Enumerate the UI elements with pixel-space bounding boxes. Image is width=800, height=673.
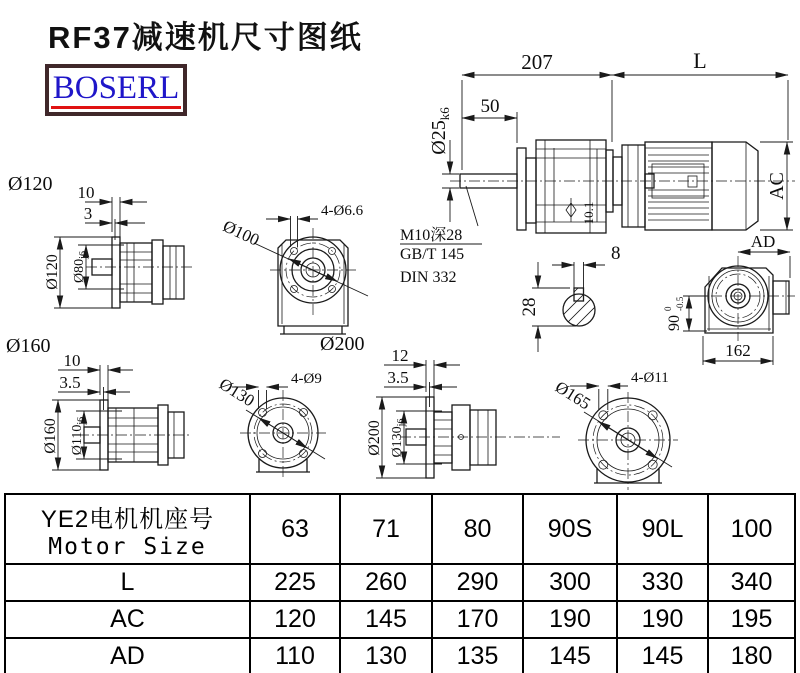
col-header-71: 71 xyxy=(340,494,432,564)
row-label-AC: AC xyxy=(5,601,250,638)
dim-50: 50 xyxy=(480,96,500,117)
dim-flange-od-200: Ø200 xyxy=(366,420,383,456)
col-header-63: 63 xyxy=(250,494,340,564)
header-cn: YE2电机机座号 xyxy=(40,505,215,533)
dim-bolt-circle-130: Ø130 xyxy=(215,374,258,411)
thread-note-1: M10深28 xyxy=(400,227,463,244)
cell-AC-1: 145 xyxy=(340,601,432,638)
dim-shaft-diameter: $Ø25_{k6}$ xyxy=(428,107,452,155)
table-header-motor-size xyxy=(5,494,250,564)
col-header-100: 100 xyxy=(708,494,795,564)
cell-L-0: 225 xyxy=(250,564,340,601)
table-row-AC xyxy=(5,601,795,638)
dim-offset-10: 10 xyxy=(77,183,95,202)
flange-120-view xyxy=(8,173,192,308)
cell-AD-0: 110 xyxy=(250,638,340,673)
dim-AD: AD xyxy=(750,232,776,251)
bolt-circle-165-view xyxy=(552,370,678,490)
dim-offset-10b: 10 xyxy=(63,351,81,370)
shaft-key-section xyxy=(519,243,621,352)
table-row-L xyxy=(5,564,795,601)
cell-L-3: 300 xyxy=(523,564,617,601)
dim-gap-3-5b: 3.5 xyxy=(387,368,409,387)
page-title: RF37减速机尺寸图纸 xyxy=(48,20,363,55)
cell-AC-2: 170 xyxy=(432,601,523,638)
main-assembly-view xyxy=(400,48,795,286)
dim-spigot-110: $Ø110_{j6}$ xyxy=(70,416,87,456)
table-header-row xyxy=(5,494,795,564)
col-header-80: 80 xyxy=(432,494,523,564)
dim-207: 207 xyxy=(521,50,553,74)
flange-200-view xyxy=(320,333,560,478)
thread-note-2: GB/T 145 xyxy=(400,246,465,263)
bolt-circle-130-view xyxy=(216,371,326,477)
cell-AC-3: 190 xyxy=(523,601,617,638)
dim-holes-4x9: 4-Ø9 xyxy=(291,371,322,387)
cell-AD-2: 135 xyxy=(432,638,523,673)
thread-note-3: DIN 332 xyxy=(400,269,457,286)
row-label-AD: AD xyxy=(5,638,250,673)
dim-AC: AC xyxy=(766,172,788,200)
dim-162: 162 xyxy=(725,341,751,360)
dim-spigot-130: $Ø130_{j6}$ xyxy=(390,418,407,458)
dim-bolt-circle-100: Ø100 xyxy=(220,216,263,250)
view-title-200: Ø200 xyxy=(320,333,365,355)
cell-L-2: 290 xyxy=(432,564,523,601)
cell-AD-3: 145 xyxy=(523,638,617,673)
table-row-AD xyxy=(5,638,795,673)
dim-10-1: 10.1 xyxy=(581,201,596,225)
cell-L-1: 260 xyxy=(340,564,432,601)
dim-90-tolerance: 900 -0.5 xyxy=(663,296,685,331)
flange-160-view xyxy=(6,335,190,470)
view-title-160: Ø160 xyxy=(6,335,51,357)
dim-holes-4x6-6: 4-Ø6.6 xyxy=(321,203,364,219)
motor-end-view xyxy=(663,232,795,365)
dim-holes-4x11: 4-Ø11 xyxy=(631,370,669,386)
header-en: Motor Size xyxy=(48,533,207,560)
cell-L-4: 330 xyxy=(617,564,708,601)
col-header-90s: 90S xyxy=(523,494,617,564)
view-title-120: Ø120 xyxy=(8,173,53,195)
cell-AC-4: 190 xyxy=(617,601,708,638)
dim-gap-3: 3 xyxy=(83,204,93,223)
cell-AD-1: 130 xyxy=(340,638,432,673)
dim-bolt-circle-165: Ø165 xyxy=(551,377,594,414)
cell-AD-5: 180 xyxy=(708,638,795,673)
bolt-circle-100-view xyxy=(220,203,368,334)
cell-AC-0: 120 xyxy=(250,601,340,638)
dim-key-width: 8 xyxy=(611,243,621,264)
cell-L-5: 340 xyxy=(708,564,795,601)
boserl-logo-text: BOSERL xyxy=(51,72,182,109)
dim-flange-od-160: Ø160 xyxy=(42,418,59,454)
col-header-90l: 90L xyxy=(617,494,708,564)
dim-L: L xyxy=(693,48,707,73)
motor-size-table xyxy=(4,493,796,673)
dim-flange-od-120: Ø120 xyxy=(44,254,61,290)
row-label-L: L xyxy=(5,564,250,601)
cell-AD-4: 145 xyxy=(617,638,708,673)
cell-AC-5: 195 xyxy=(708,601,795,638)
dim-offset-12: 12 xyxy=(391,346,409,365)
dim-spigot-80: $Ø80_{j6}$ xyxy=(72,251,89,283)
dim-key-height: 28 xyxy=(519,297,540,317)
dim-gap-3-5: 3.5 xyxy=(59,373,81,392)
